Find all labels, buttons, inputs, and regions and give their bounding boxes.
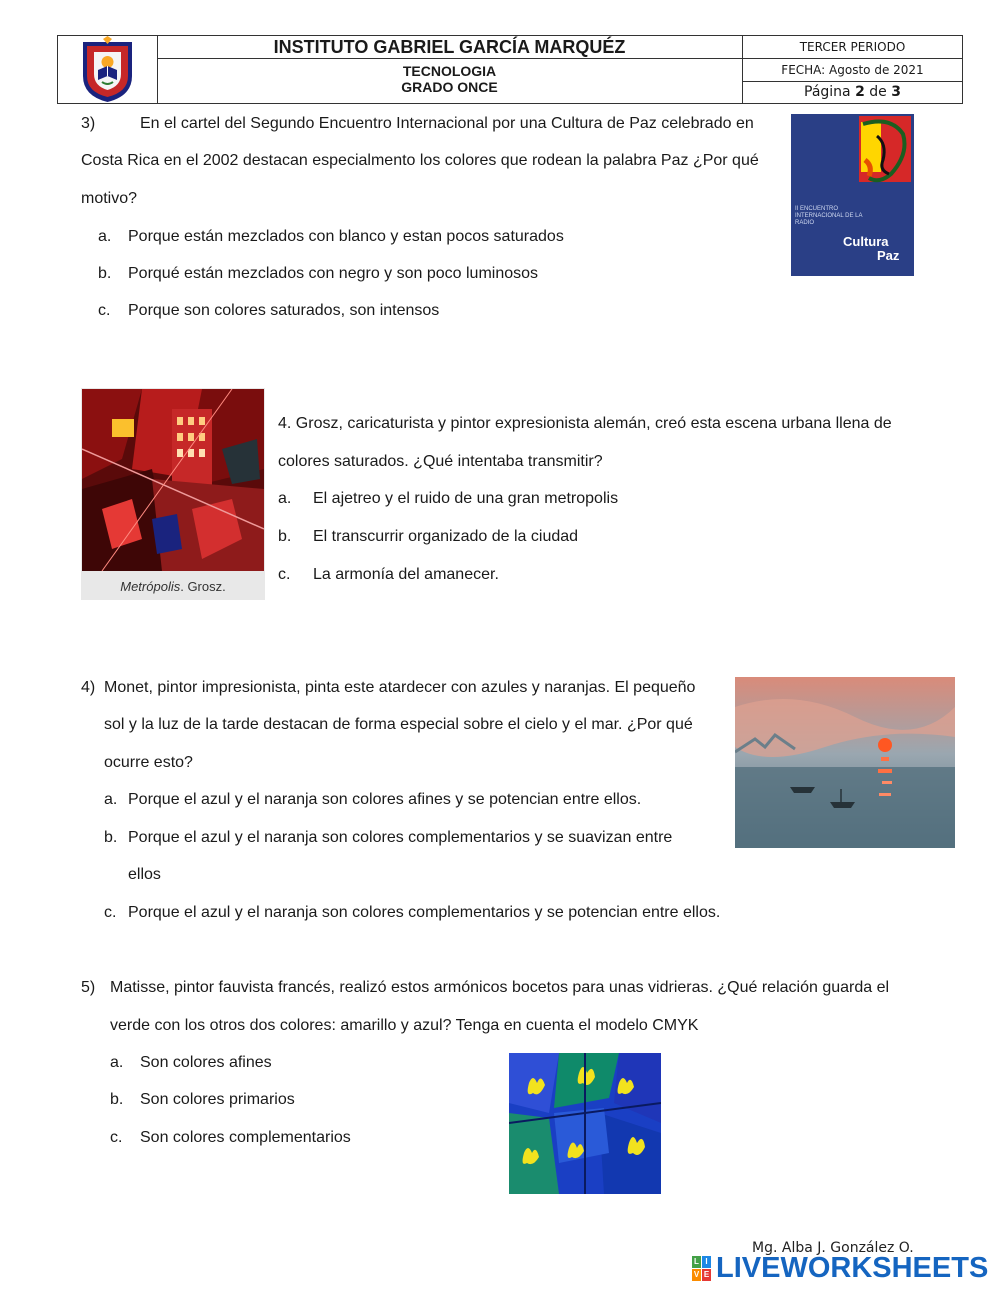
monet-painting bbox=[735, 677, 955, 848]
logo-block-v: V bbox=[693, 1270, 700, 1279]
q4a-option-b-letter: b. bbox=[278, 528, 292, 545]
q3-option-b[interactable]: Porqué están mezclados con negro y son poco luminosos bbox=[128, 265, 539, 282]
logo-block-e: E bbox=[703, 1270, 710, 1279]
cultura-de-paz-poster bbox=[791, 114, 914, 276]
liveworksheets-brand[interactable]: LIVEWORKSHEETS bbox=[716, 1252, 989, 1284]
q3-option-a-letter: a. bbox=[98, 228, 112, 245]
q4a-option-c[interactable]: La armonía del amanecer. bbox=[313, 566, 499, 583]
q5-option-b-letter: b. bbox=[110, 1091, 124, 1108]
header-center bbox=[157, 36, 743, 103]
grosz-painting-frame bbox=[81, 388, 265, 600]
q5-option-c[interactable]: Son colores complementarios bbox=[140, 1129, 351, 1146]
q4a-option-a-letter: a. bbox=[278, 490, 292, 507]
q5-option-a-letter: a. bbox=[110, 1054, 124, 1071]
poster-event-text: II ENCUENTRO INTERNACIONAL DE LA RADIO bbox=[795, 206, 863, 226]
author-signature: Mg. Alba J. González O. bbox=[752, 1240, 914, 1256]
subject-grade bbox=[157, 63, 742, 95]
q4a-line1: 4. Grosz, caricaturista y pintor expresionista alemán, creó esta escena urbana llena de bbox=[278, 415, 892, 432]
q4b-line1: Monet, pintor impresionista, pinta este atardecer con azules y naranjas. El pequeño bbox=[104, 679, 696, 696]
q4a-option-c-letter: c. bbox=[278, 566, 291, 583]
header-right bbox=[743, 36, 962, 103]
q3-line2: Costa Rica en el 2002 destacan especialmento los colores que rodean la palabra Paz ¿Por qué bbox=[81, 152, 759, 169]
q3-line3: motivo? bbox=[81, 190, 138, 207]
poster-paz-text: Paz bbox=[877, 248, 900, 263]
grosz-caption: Metrópolis. Grosz. bbox=[120, 579, 226, 594]
q4b-option-c[interactable]: Porque el azul y el naranja son colores complementarios y se potencian entre ellos. bbox=[128, 904, 721, 921]
q4b-line3: ocurre esto? bbox=[104, 754, 193, 771]
monet-impression-sunrise-image bbox=[735, 677, 955, 848]
q4b-option-b-continuation: ellos bbox=[128, 866, 161, 883]
q5-option-b[interactable]: Son colores primarios bbox=[140, 1091, 295, 1108]
matisse-painting bbox=[509, 1053, 661, 1194]
q4b-option-a[interactable]: Porque el azul y el naranja son colores afines y se potencian entre ellos. bbox=[128, 791, 642, 808]
q4b-option-b[interactable]: Porque el azul y el naranja son colores complementarios y se suavizan entre bbox=[128, 829, 673, 846]
q4b-number: 4) bbox=[81, 679, 96, 696]
grosz-metropolis-image bbox=[82, 389, 264, 571]
q4a-line2: colores saturados. ¿Qué intentaba transmitir? bbox=[278, 453, 603, 470]
date: FECHA: Agosto de 2021 bbox=[743, 59, 962, 82]
q3-option-c[interactable]: Porque son colores saturados, son intensos bbox=[128, 302, 440, 319]
liveworksheets-logo-icon bbox=[692, 1256, 712, 1282]
q3-option-b-letter: b. bbox=[98, 265, 112, 282]
q4b-option-b-letter: b. bbox=[104, 829, 118, 846]
header-table bbox=[57, 35, 963, 104]
poster-cultura-text: Cultura bbox=[843, 234, 889, 249]
q5-line1: Matisse, pintor fauvista francés, realizó estos armónicos bocetos para unas vidrieras. ¿Qué relación guarda el bbox=[110, 979, 890, 996]
q4a-option-a[interactable]: El ajetreo y el ruido de una gran metropolis bbox=[313, 490, 619, 507]
logo-cell bbox=[58, 36, 158, 103]
logo-block-i: I bbox=[702, 1256, 711, 1268]
q3-option-a[interactable]: Porque están mezclados con blanco y estan pocos saturados bbox=[128, 228, 564, 245]
subject: TECNOLOGIA bbox=[402, 63, 497, 79]
period: TERCER PERIODO bbox=[743, 36, 962, 59]
q3-number: 3) bbox=[81, 115, 96, 132]
q3-option-c-letter: c. bbox=[98, 302, 111, 319]
institute-name: INSTITUTO GABRIEL GARCÍA MARQUÉZ bbox=[157, 36, 742, 59]
q5-line2: verde con los otros dos colores: amarillo y azul? Tenga en cuenta el modelo CMYK bbox=[110, 1017, 699, 1034]
school-crest-logo bbox=[58, 36, 157, 103]
matisse-stained-glass-image bbox=[509, 1053, 661, 1194]
q3-line1: En el cartel del Segundo Encuentro Internacional por una Cultura de Paz celebrado en bbox=[140, 115, 754, 132]
logo-block-l: L bbox=[692, 1256, 701, 1268]
q4b-line2: sol y la luz de la tarde destacan de forma especial sobre el cielo y el mar. ¿Por qué bbox=[104, 716, 693, 733]
page-number: Página 2 de 3 bbox=[804, 84, 901, 100]
q4b-option-c-letter: c. bbox=[104, 904, 117, 921]
q5-option-a[interactable]: Son colores afines bbox=[140, 1054, 272, 1071]
q5-option-c-letter: c. bbox=[110, 1129, 123, 1146]
q5-number: 5) bbox=[81, 979, 96, 996]
q4b-option-a-letter: a. bbox=[104, 791, 118, 808]
grade: GRADO ONCE bbox=[401, 79, 498, 95]
q4a-option-b[interactable]: El transcurrir organizado de la ciudad bbox=[313, 528, 579, 545]
